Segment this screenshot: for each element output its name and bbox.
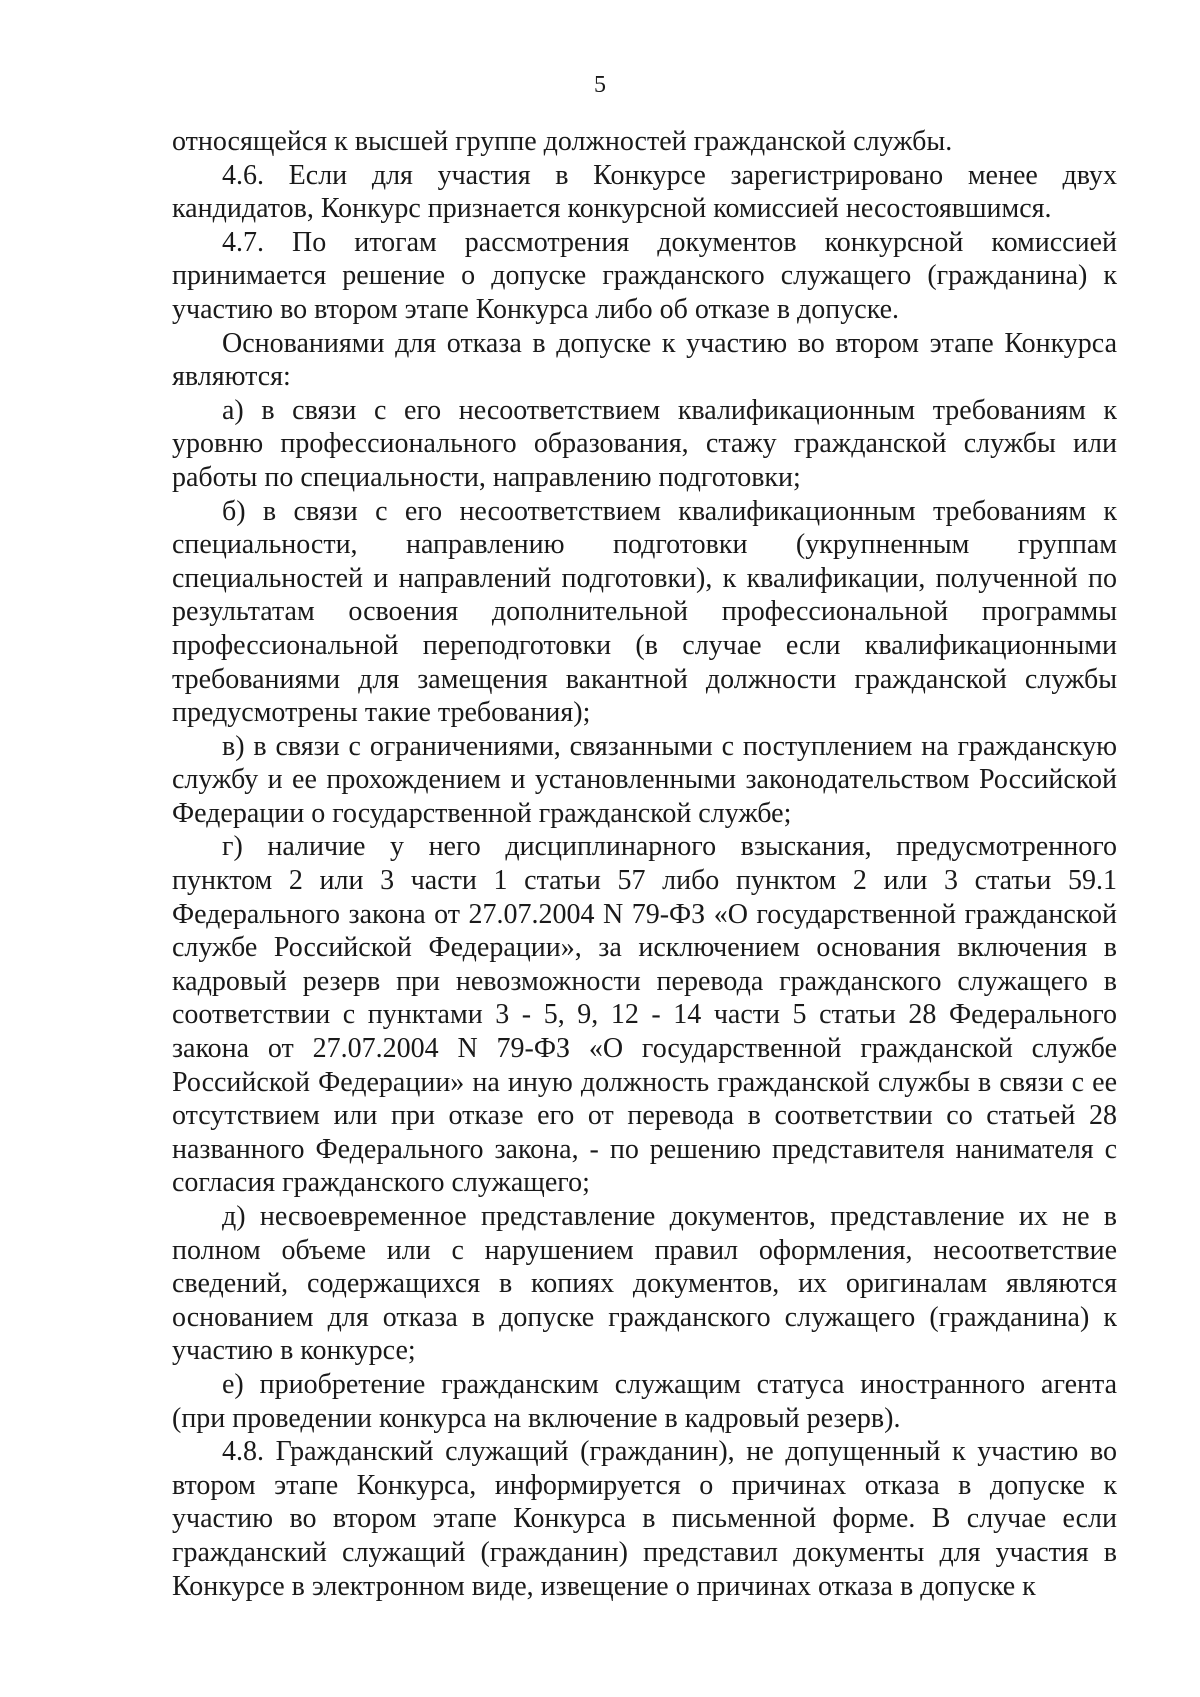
paragraph-continuation: относящейся к высшей группе должностей гражданской службы. bbox=[172, 126, 953, 157]
paragraph-item-b: б) в связи с его несоответствием квалификационным требованиям к специальности, направлению подготовки (укрупненным группам специальностей и направлений подготовки), к квалификации, полученной по результатам освоения дополнительной профессиональной программы профессиональной переподготовки (в случае если квалификационными требованиями для замещения вакантной должности гражданской службы предусмотрены такие требования); bbox=[172, 495, 1117, 729]
paragraph-4-7: 4.7. По итогам рассмотрения документов конкурсной комиссией принимается решение о допуске гражданского служащего (гражданина) к участию во втором этапе Конкурса либо об отказе в допуске. bbox=[172, 226, 1117, 325]
paragraph-item-v: в) в связи с ограничениями, связанными с поступлением на гражданскую службу и ее прохождением и установленными законодательством Российской Федерации о государственной гражданской службе; bbox=[172, 730, 1117, 829]
paragraph-item-g: г) наличие у него дисциплинарного взыскания, предусмотренного пунктом 2 или 3 части 1 статьи 57 либо пунктом 2 или 3 статьи 59.1 Федерального закона от 27.07.2004 N 79-ФЗ «О государственной гражданской службе Российской Федерации», за исключением основания включения в кадровый резерв при невозможности перевода гражданского служащего в соответствии с пунктами 3 - 5, 9, 12 - 14 части 5 статьи 28 Федерального закона от 27.07.2004 N 79-ФЗ «О государственной гражданской службе Российской Федерации» на иную должность гражданской службы в связи с ее отсутствием или при отказе его от перевода в соответствии со статьей 28 названного Федерального закона, - по решению представителя нанимателя с согласия гражданского служащего; bbox=[172, 831, 1117, 1199]
paragraph-item-e: е) приобретение гражданским служащим статуса иностранного агента (при проведении конкурса на включение в кадровый резерв). bbox=[172, 1368, 1117, 1434]
paragraph-item-a: а) в связи с его несоответствием квалификационным требованиям к уровню профессионального образования, стажу гражданской службы или работы по специальности, направлению подготовки; bbox=[172, 394, 1117, 493]
page-number: 5 bbox=[594, 72, 606, 98]
paragraph-4-8: 4.8. Гражданский служащий (гражданин), не допущенный к участию во втором этапе Конкурса, информируется о причинах отказа в допуске к участию во втором этапе Конкурса в письменной форме. В случае если гражданский служащий (гражданин) представил документы для участия в Конкурсе в электронном виде, извещение о причинах отказа в допуске к bbox=[172, 1436, 1117, 1602]
document-body bbox=[172, 125, 1117, 1603]
paragraph-item-d: д) несвоевременное представление документов, представление их не в полном объеме или с нарушением правил оформления, несоответствие сведений, содержащихся в копиях документов, их оригиналам являются основанием для отказа в допуске гражданского служащего (гражданина) к участию в конкурсе; bbox=[172, 1201, 1117, 1367]
paragraph-4-6: 4.6. Если для участия в Конкурсе зарегистрировано менее двух кандидатов, Конкурс признается конкурсной комиссией несостоявшимся. bbox=[172, 159, 1117, 225]
paragraph-grounds-intro: Основаниями для отказа в допуске к участию во втором этапе Конкурса являются: bbox=[172, 327, 1117, 393]
